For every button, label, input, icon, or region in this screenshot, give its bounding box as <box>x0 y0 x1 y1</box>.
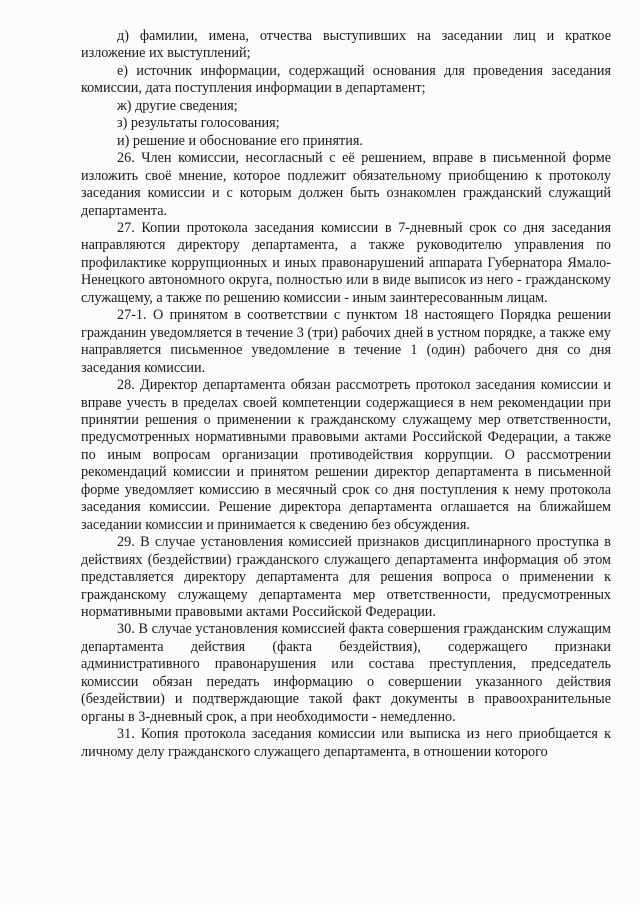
list-item-z: з) результаты голосования; <box>117 115 280 132</box>
list-item-zh: ж) другие сведения; <box>117 97 238 114</box>
document-body <box>81 28 611 761</box>
clause-29: 29. В случае установления комиссией признаков дисциплинарного проступка в действиях (бездействии) гражданского служащего департамента информация об этом представляется директору департамента для решения вопроса о применении к гражданскому служащему департамента мер ответственности, предусмотренных нормативными правовыми актами Российской Федерации. <box>81 534 611 620</box>
clause-27: 27. Копии протокола заседания комиссии в 7-дневный срок со дня заседания направляются директору департамента, а также руководителю управления по профилактике коррупционных и иных правонарушений аппарата Губернатора Ямало-Ненецкого автономного округа, полностью или в виде выписок из него - гражданскому служащему, а также по решению комиссии - иным заинтересованным лицам. <box>81 219 611 306</box>
clause-26: 26. Член комиссии, несогласный с её решением, вправе в письменной форме изложить своё мнение, которое подлежит обязательному приобщению к протоколу заседания комиссии и с которым должен быть ознакомлен гражданский служащий департамента. <box>81 150 611 219</box>
clause-31: 31. Копия протокола заседания комиссии или выписка из него приобщается к личному делу гражданского служащего департамента, в отношении которого <box>81 726 611 760</box>
list-item-e: е) источник информации, содержащий основания для проведения заседания комиссии, дата поступления информации в департамент; <box>81 62 611 97</box>
clause-27-1: 27-1. О принятом в соответствии с пунктом 18 настоящего Порядка решении гражданин уведомляется в течение 3 (три) рабочих дней в устном порядке, а также ему направляется письменное уведомление в течение 1 (один) рабочего дня со дня заседания комиссии. <box>81 307 611 376</box>
clause-28: 28. Директор департамента обязан рассмотреть протокол заседания комиссии и вправе учесть в пределах своей компетенции содержащиеся в нем рекомендации при принятии решения о применении к гражданскому служащему мер ответственности, предусмотренных нормативными правовыми актами Российской Федерации, а также по иным вопросам организации противодействия коррупции. О рассмотрении рекомендаций комиссии и принятом решении директор департамента в письменной форме уведомляет комиссию в месячный срок со дня поступления к нему протокола заседания комиссии. Решение директора департамента оглашается на ближайшем заседании комиссии и принимается к сведению без обсуждения. <box>81 377 611 533</box>
list-item-d: д) фамилии, имена, отчества выступивших на заседании лиц и краткое изложение их выступлений; <box>81 28 611 62</box>
clause-30: 30. В случае установления комиссией факта совершения гражданским служащим департамента действия (факта бездействия), содержащего признаки административного правонарушения или состава преступления, председатель комиссии обязан передать информацию о совершении указанного действия (бездействии) и подтверждающие такой факт документы в правоохранительные органы в 3-дневный срок, а при необходимости - немедленно. <box>81 621 611 725</box>
list-item-i: и) решение и обоснование его принятия. <box>117 132 363 149</box>
